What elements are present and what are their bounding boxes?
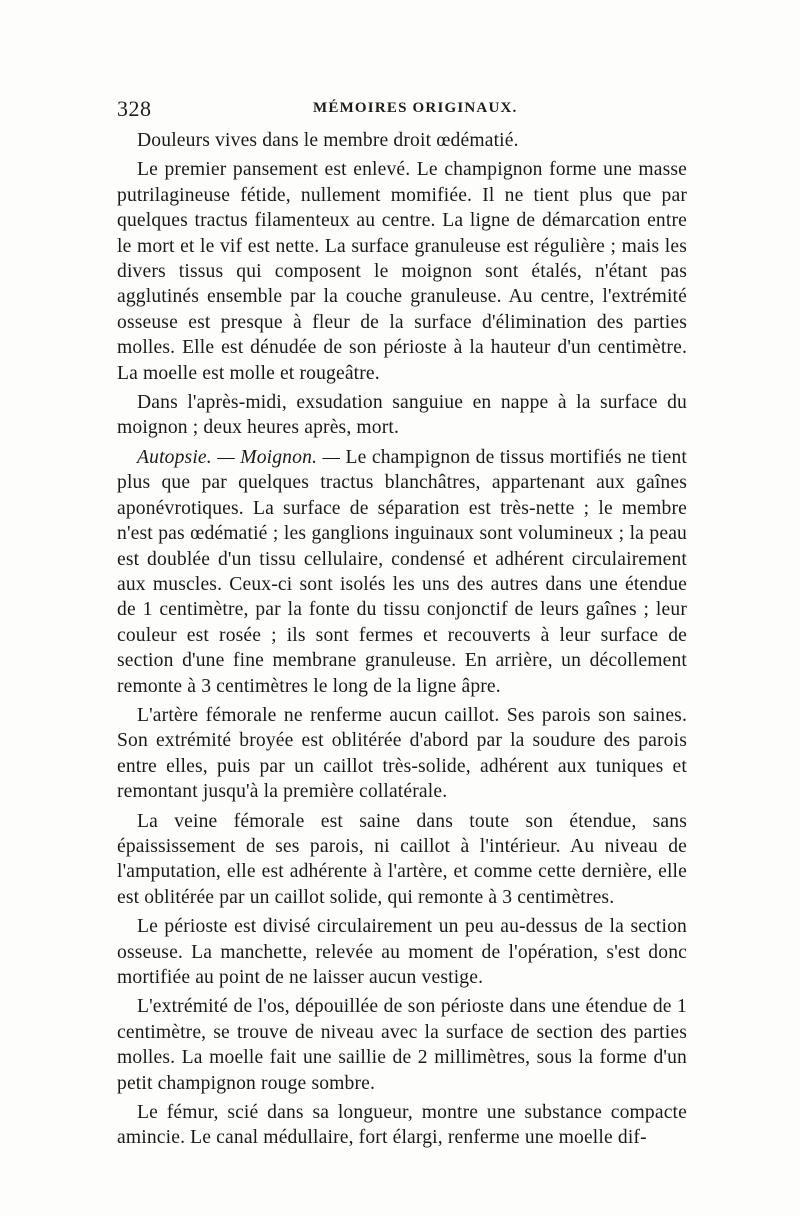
paragraph-periosteum: Le périoste est divisé circulairement un peu au-dessus de la section osseuse. La manchette, relevée au moment de l'opération, s'est donc mortifiée au point de ne laisser aucun vestige. bbox=[117, 916, 687, 988]
autopsy-text: Le champignon de tissus mortifiés ne tient plus que par quelques tractus blanchâtres, appartenant aux gaînes aponévrotiques. La surface de séparation est très-nette ; le membre n'est pas œdématié ; les ganglions inguinaux sont volumineux ; la peau est doublée d'un tissu cellulaire, condensé et adhérent circulairement aux muscles. Ceux-ci sont isolés les uns des autres dans une étendue de 1 centimètre, par la fonte du tissu conjonctif de leurs gaînes ; leur couleur est rosée ; ils sont fermes et recouverts à leur surface de section d'une fine membrane granuleuse. En arrière, un décollement remonte à 3 centimètres le long de la ligne âpre. bbox=[117, 446, 687, 697]
paragraph-autopsy bbox=[117, 445, 687, 699]
paragraph-bone-end: L'extrémité de l'os, dépouillée de son périoste dans une étendue de 1 centimètre, se trouve de niveau avec la surface de section des parties molles. La moelle fait une saillie de 2 millimètres, sous la forme d'un petit champignon rouge sombre. bbox=[117, 996, 687, 1094]
page-number: 328 bbox=[117, 96, 152, 121]
running-title: MÉMOIRES ORIGINAUX. bbox=[313, 100, 518, 116]
paragraph-dressing: Le premier pansement est enlevé. Le champignon forme une masse putrilagineuse fétide, nullement momifiée. Il ne tient plus que par quelques tractus filamenteux au centre. La ligne de démarcation entre le mort et le vif est nette. La surface granuleuse est régulière ; mais les divers tissus qui composent le moignon sont étalés, n'étant pas agglutinés ensemble par la couche granuleuse. Au centre, l'extrémité osseuse est presque à fleur de la surface d'élimination des parties molles. Elle est dénudée de son périoste à la hauteur d'un centimètre. La moelle est molle et rougeâtre. bbox=[117, 159, 687, 384]
paragraph-femur: Le fémur, scié dans sa longueur, montre une substance compacte amincie. Le canal médullaire, fort élargi, renferme une moelle dif- bbox=[117, 1102, 687, 1149]
autopsy-heading: Autopsie. — Moignon. — bbox=[137, 446, 341, 468]
paragraph-femoral-artery: L'artère fémorale ne renferme aucun caillot. Ses parois son saines. Son extrémité broyée est oblitérée d'abord par la soudure des parois entre elles, puis par un caillot très-solide, adhérent aux tuniques et remontant jusqu'à la première collatérale. bbox=[117, 704, 687, 803]
paragraph-femoral-vein: La veine fémorale est saine dans toute son étendue, sans épaississement de ses parois, ni caillot à l'intérieur. Au niveau de l'amputation, elle est adhérente à l'artère, et comme cette dernière, elle est oblitérée par un caillot solide, qui remonte à 3 centimètres. bbox=[117, 810, 687, 908]
page-header bbox=[117, 96, 687, 122]
body-text bbox=[117, 128, 687, 1151]
paragraph-afternoon: Dans l'après-midi, exsudation sanguiue en nappe à la surface du moignon ; deux heures après, mort. bbox=[117, 392, 687, 439]
paragraph-symptoms: Douleurs vives dans le membre droit œdématié. bbox=[137, 130, 519, 151]
